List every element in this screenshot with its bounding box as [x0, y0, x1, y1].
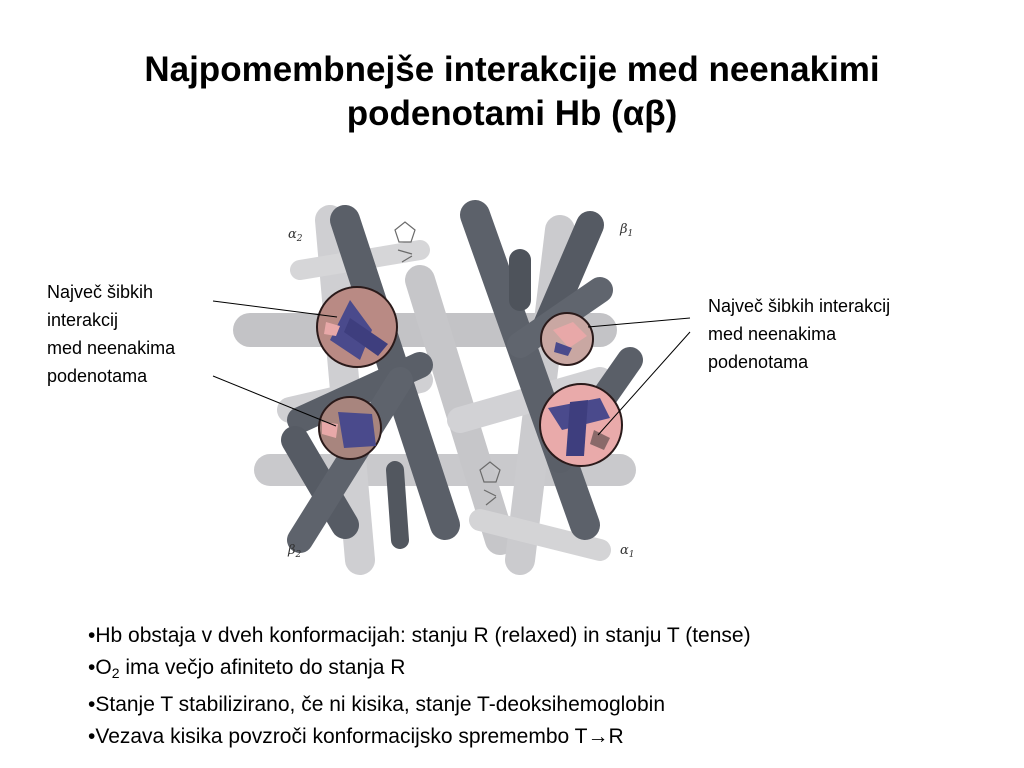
subscript: 2 [111, 665, 120, 681]
bullet-item [88, 652, 988, 689]
bullet-item: •Hb obstaja v dveh konformacijah: stanju R (relaxed) in stanju T (tense) [88, 624, 751, 647]
callout-left-line-3: med neenakima [47, 338, 176, 358]
interface-circle-top-left [317, 287, 397, 367]
interface-circle-bottom-left [319, 397, 381, 459]
callout-left [47, 278, 175, 390]
callout-left-line-2: interakcij [47, 310, 119, 330]
slide-title-line-2: podenotami Hb (αβ) [346, 94, 678, 133]
callout-left-line-4: podenotama [47, 366, 148, 386]
bullet-item: •Stanje T stabilizirano, če ni kisika, stanje T-deoksihemoglobin [88, 693, 665, 716]
label-beta2: $\beta_2$ [288, 543, 302, 560]
bullet-list [88, 620, 988, 753]
callout-right [708, 292, 890, 376]
bullet-item: •Vezava kisika povzroči konformacijsko spremembo T→R [88, 725, 624, 748]
label-alpha1: $\alpha_1$ [620, 543, 635, 560]
callout-left-line-1: Največ šibkih [47, 282, 154, 302]
bullet-text: ima večjo afiniteto do stanja R [119, 656, 406, 679]
callout-right-line-2: med neenakima [708, 324, 837, 344]
slide-title-line-1: Najpomembnejše interakcije med neenakimi [144, 50, 880, 89]
label-beta1: $\beta_1$ [620, 222, 634, 239]
label-alpha2: $\alpha_2$ [288, 227, 303, 244]
interface-circle-bottom-right [540, 384, 622, 466]
interface-circle-top-right [541, 313, 593, 365]
callout-right-line-1: Največ šibkih interakcij [708, 296, 891, 316]
callout-right-line-3: podenotama [708, 352, 809, 372]
bullet-text: •O [88, 656, 112, 679]
